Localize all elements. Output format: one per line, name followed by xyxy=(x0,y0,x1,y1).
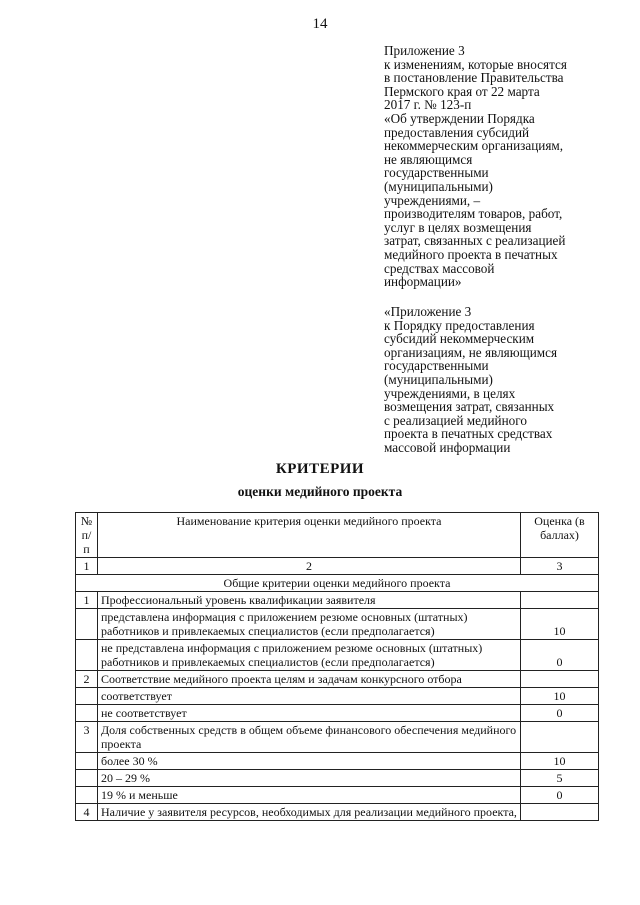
criterion-score: 0 xyxy=(521,787,599,804)
criterion-score: 10 xyxy=(521,753,599,770)
appendix-note-line: информации» xyxy=(384,274,462,290)
appendix-procedure-line: проекта в печатных средствах xyxy=(384,426,553,442)
appendix-procedure-line: организациям, не являющимся xyxy=(384,344,558,360)
appendix-note-line: Приложение 3 xyxy=(384,43,465,58)
appendix-procedure-line: субсидий некоммерческим xyxy=(384,331,535,347)
criterion-score: 0 xyxy=(521,705,599,722)
document-subtitle: оценки медийного проекта xyxy=(237,484,403,499)
appendix-note-line: затрат, связанных с реализацией xyxy=(384,233,566,249)
section-title: Общие критерии оценки медийного проекта xyxy=(76,575,599,592)
criterion-score xyxy=(521,804,599,821)
column-number: 1 xyxy=(76,558,98,575)
header-score: Оценка (в баллах) xyxy=(521,513,599,558)
appendix-procedure-line: возмещения затрат, связанных xyxy=(384,399,555,415)
appendix-note-line: предоставления субсидий xyxy=(384,124,530,140)
appendix-procedure-line: учреждениями, в целях xyxy=(384,385,516,401)
table-row xyxy=(76,640,599,671)
appendix-note-line: к изменениям, которые вносятся xyxy=(384,56,567,72)
table-row xyxy=(76,804,599,821)
criterion-text: Соответствие медийного проекта целям и задачам конкурсного отбора xyxy=(98,671,521,688)
appendix-note-line: услуг в целях возмещения xyxy=(384,219,532,235)
appendix-procedure-line: с реализацией медийного xyxy=(384,412,527,428)
row-number: 1 xyxy=(76,592,98,609)
appendix-note-line: 2017 г. № 123-п xyxy=(384,97,472,113)
row-number xyxy=(76,787,98,804)
table-row xyxy=(76,753,599,770)
criteria-table xyxy=(75,512,599,821)
page-number: 14 xyxy=(312,16,328,32)
criterion-text: Наличие у заявителя ресурсов, необходимых для реализации медийного проекта, xyxy=(98,804,521,821)
header-name: Наименование критерия оценки медийного проекта xyxy=(98,513,521,558)
table-row xyxy=(76,671,599,688)
appendix-note-line: учреждениями, – xyxy=(384,192,481,208)
criterion-score: 10 xyxy=(521,609,599,640)
appendix-note-line: медийного проекта в печатных xyxy=(384,246,558,262)
criterion-score xyxy=(521,671,599,688)
row-number xyxy=(76,770,98,787)
column-number: 3 xyxy=(521,558,599,575)
table-row xyxy=(76,722,599,753)
criterion-text: 19 % и меньше xyxy=(98,787,521,804)
criterion-score: 10 xyxy=(521,688,599,705)
criterion-score xyxy=(521,592,599,609)
table-row xyxy=(76,770,599,787)
criterion-score: 0 xyxy=(521,640,599,671)
table-row xyxy=(76,609,599,640)
section-row xyxy=(76,575,599,592)
table-row xyxy=(76,592,599,609)
row-number xyxy=(76,705,98,722)
appendix-note-line: Пермского края от 22 марта xyxy=(384,83,540,99)
row-number xyxy=(76,640,98,671)
table-row xyxy=(76,705,599,722)
appendix-note-line: производителям товаров, работ, xyxy=(384,206,563,222)
row-number: 4 xyxy=(76,804,98,821)
appendix-to-procedure xyxy=(384,305,614,455)
appendix-note-line: средствах массовой xyxy=(384,260,495,276)
appendix-note-line: государственными xyxy=(384,165,489,181)
row-number xyxy=(76,609,98,640)
appendix-procedure-line: (муниципальными) xyxy=(384,371,493,387)
document-title: КРИТЕРИИ xyxy=(275,461,365,477)
criterion-text: Профессиональный уровень квалификации заявителя xyxy=(98,592,521,609)
appendix-note-line: не являющимся xyxy=(384,151,473,167)
criterion-text: более 30 % xyxy=(98,753,521,770)
appendix-procedure-line: государственными xyxy=(384,358,489,374)
appendix-note-line: «Об утверждении Порядка xyxy=(384,110,535,126)
table-header-row xyxy=(76,513,599,558)
appendix-note-line: (муниципальными) xyxy=(384,178,493,194)
criterion-text: Доля собственных средств в общем объеме финансового обеспечения медийного проекта xyxy=(98,722,521,753)
criterion-text: не соответствует xyxy=(98,705,521,722)
criterion-text: соответствует xyxy=(98,688,521,705)
appendix-note-line: в постановление Правительства xyxy=(384,70,564,86)
row-number: 2 xyxy=(76,671,98,688)
appendix-note-line: некоммерческим организациям, xyxy=(384,138,564,154)
row-number xyxy=(76,753,98,770)
table-row xyxy=(76,688,599,705)
appendix-procedure-line: «Приложение 3 xyxy=(384,304,472,319)
appendix-note xyxy=(384,44,614,289)
appendix-procedure-line: к Порядку предоставления xyxy=(384,317,535,333)
row-number xyxy=(76,688,98,705)
column-numbers-row xyxy=(76,558,599,575)
header-num: № п/п xyxy=(76,513,98,558)
column-number: 2 xyxy=(98,558,521,575)
appendix-procedure-line: массовой информации xyxy=(384,439,511,455)
criterion-text: не представлена информация с приложением резюме основных (штатных) работников и привлекаемых специалистов (если предполагается) xyxy=(98,640,521,671)
criterion-text: представлена информация с приложением резюме основных (штатных) работников и привлекаемых специалистов (если предполагается) xyxy=(98,609,521,640)
criterion-score: 5 xyxy=(521,770,599,787)
table-row xyxy=(76,787,599,804)
row-number: 3 xyxy=(76,722,98,753)
criterion-text: 20 – 29 % xyxy=(98,770,521,787)
criterion-score xyxy=(521,722,599,753)
